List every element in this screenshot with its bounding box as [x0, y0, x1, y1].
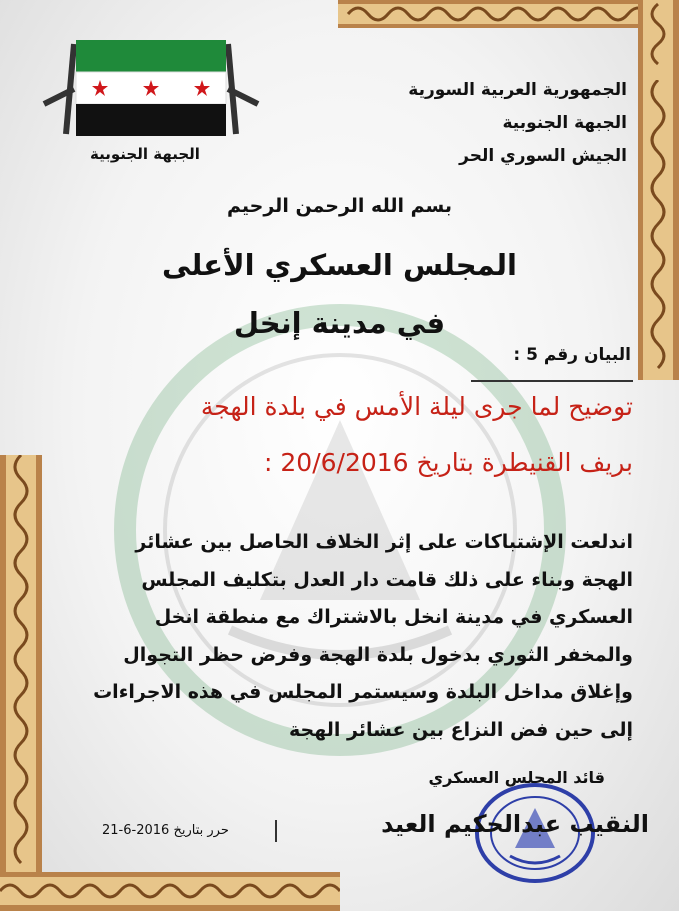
subject-line-1: توضيح لما جرى ليلة الأمس في بلدة الهجة	[200, 392, 633, 421]
body-line: اندلعت الإشتباكات على إثر الخلاف الحاصل بين عشائر	[135, 531, 633, 553]
flag-stripe-green	[76, 40, 226, 72]
ornament-top-right	[338, 0, 679, 80]
body-line: إلى حين فض النزاع بين عشائر الهجة	[289, 718, 633, 741]
rifle-right-icon	[228, 44, 258, 134]
signature-title: قائد المجلس العسكري	[428, 768, 605, 787]
signature-name: النقيب عبدالحكيم العيد	[381, 810, 649, 838]
date-divider	[275, 820, 277, 842]
header-army: الجيش السوري الحر	[459, 146, 627, 166]
header-front: الجبهة الجنوبية	[502, 113, 627, 133]
statement-body	[73, 524, 633, 749]
ornament-left-side	[0, 455, 42, 875]
header-country: الجمهورية العربية السورية	[408, 80, 627, 100]
flag-stripe-black	[76, 104, 226, 136]
subject-line-2: بريف القنيطرة بتاريخ 20/6/2016 :	[264, 448, 633, 477]
ornament-bottom-left	[0, 872, 340, 911]
council-city: في مدينة إنخل	[233, 306, 446, 340]
body-line: وإغلاق مداخل البلدة وسيستمر المجلس في هذه الاجراءات	[93, 681, 633, 703]
basmala: بسم الله الرحمن الرحيم	[227, 195, 452, 217]
body-line: العسكري في مدينة انخل بالاشتراك مع منطقة انخل	[154, 606, 633, 628]
statement-underline	[471, 380, 633, 382]
statement-number: البيان رقم 5 :	[513, 345, 631, 365]
rifle-left-icon	[44, 44, 74, 134]
date-issued: حرر بتاريخ 2016-6-21	[102, 823, 229, 838]
body-line: الهجة وبناء على ذلك قامت دار العدل بتكليف المجلس	[141, 568, 633, 591]
logo-label: الجبهة الجنوبية	[90, 145, 200, 163]
council-title: المجلس العسكري الأعلى	[162, 248, 517, 282]
body-line: والمخفر الثوري بدخول بلدة الهجة وفرض حظر التجوال	[123, 643, 633, 666]
